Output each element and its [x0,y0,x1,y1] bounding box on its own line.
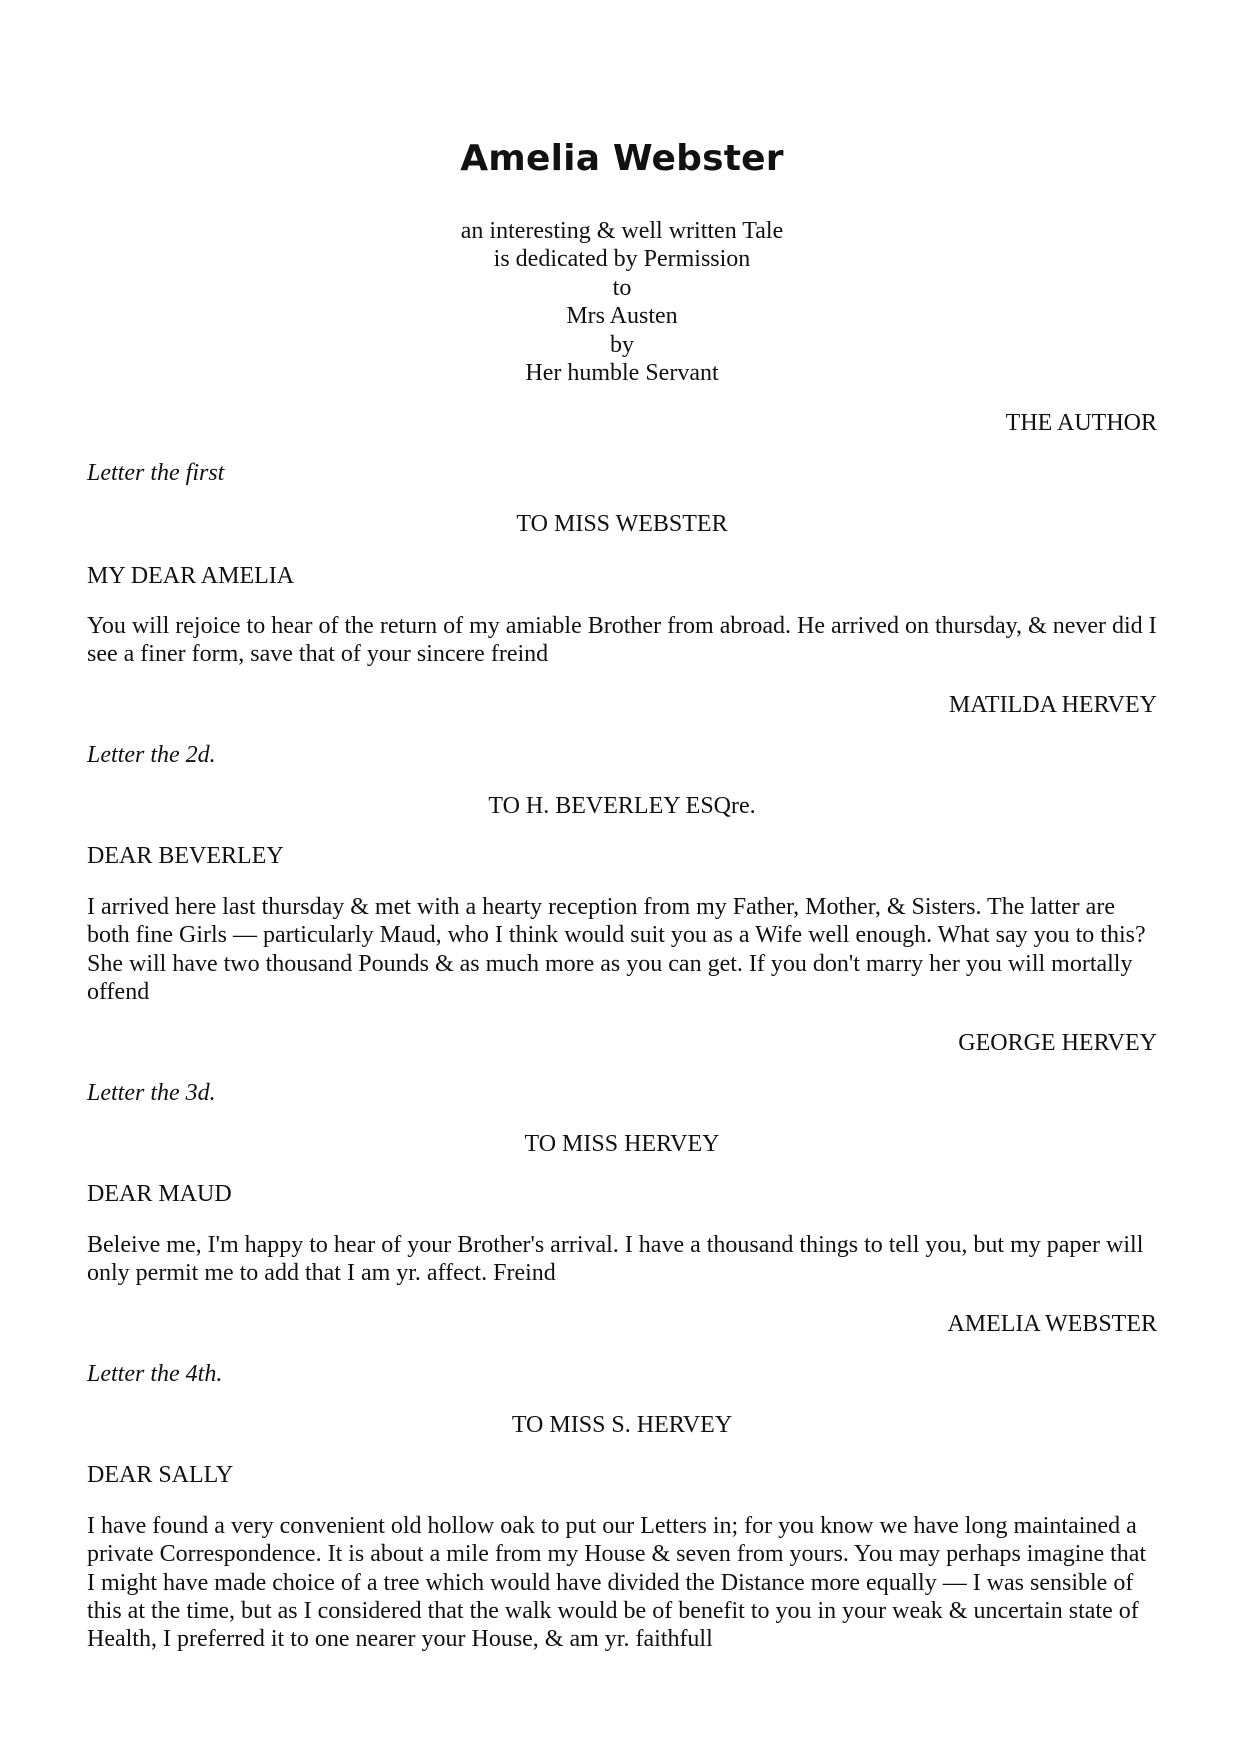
dedication-line: to [612,274,632,301]
author-signature: THE AUTHOR [1005,410,1157,436]
letter-body: Beleive me, I'm happy to hear of your Brother's arrival. I have a thousand things to tell you, but my paper will only permit me to add that I am yr. affect. Freind [87,1232,1144,1287]
letter-salutation: DEAR MAUD [87,1181,232,1207]
letter-heading: Letter the 3d. [87,1080,216,1106]
letter-signature: AMELIA WEBSTER [947,1311,1157,1337]
document-title: Amelia Webster [460,138,784,179]
dedication-block [87,217,1157,387]
dedication-line: is dedicated by Permission [493,246,751,273]
letter-recipient: TO H. BEVERLEY ESQre. [488,793,756,819]
dedication-line: an interesting & well written Tale [460,218,784,244]
letter-body: You will rejoice to hear of the return of my amiable Brother from abroad. He arrived on thursday, & never did I see a finer form, save that of your sincere freind [87,613,1157,668]
letter-salutation: DEAR BEVERLEY [87,843,284,869]
dedication-line: Her humble Servant [525,359,719,386]
letter-recipient: TO MISS WEBSTER [516,511,728,537]
letter-heading: Letter the first [87,460,225,486]
letter-salutation: MY DEAR AMELIA [87,563,295,589]
letter-salutation: DEAR SALLY [87,1462,234,1488]
letter-signature: MATILDA HERVEY [948,692,1157,718]
letter-signature: GEORGE HERVEY [958,1030,1157,1056]
dedication-line: by [610,331,634,358]
letter-heading: Letter the 2d. [87,742,216,768]
letter-heading: Letter the 4th. [87,1361,223,1387]
dedication-line: Mrs Austen [566,303,678,330]
letter-recipient: TO MISS HERVEY [524,1131,720,1157]
letter-recipient: TO MISS S. HERVEY [511,1412,733,1438]
letter-body: I arrived here last thursday & met with a hearty reception from my Father, Mother, & Sisters. The latter are both fine Girls — particularly Maud, who I think would suit you as a Wife well enough. What say you to this? She will have two thousand Pounds & as much more as you can get. If you don't marry her you will mortally offend [87,894,1146,1005]
letter-body: I have found a very convenient old hollow oak to put our Letters in; for you know we have long maintained a private Correspondence. It is about a mile from my House & seven from yours. You may perhaps imagine that I might have made choice of a tree which would have divided the Distance more equally — I was sensible of this at the time, but as I considered that the walk would be of benefit to you in your weak & uncertain state of Health, I preferred it to one nearer your House, & am yr. faithfull [87,1513,1147,1653]
